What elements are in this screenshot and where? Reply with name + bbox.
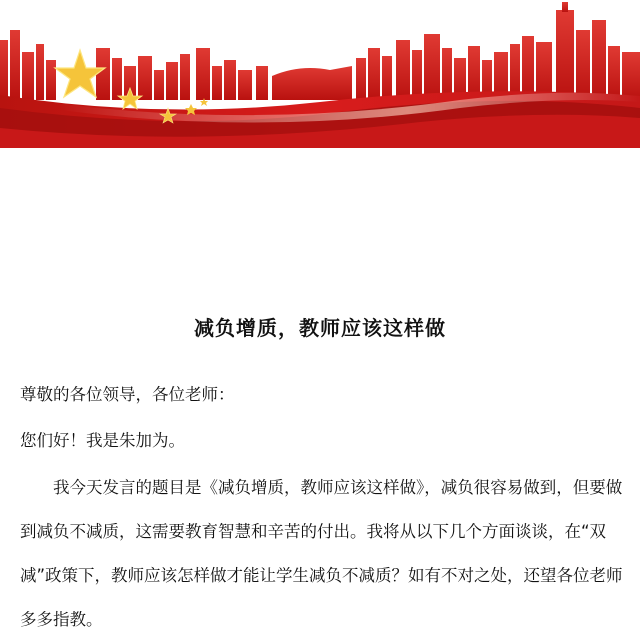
city-skyline xyxy=(0,2,640,100)
body-paragraph: 我今天发言的题目是《减负增质，教师应该这样做》，减负很容易做到，但要做到减负不减质，这需要教育智慧和辛苦的付出。我将从以下几个方面谈谈，在“双减”政策下，教师应该怎样做才能让学生减负不减质？如有不对之处，还望各位老师多多指教。 xyxy=(20,478,623,629)
document-title: 减负增质，教师应该这样做 xyxy=(194,316,446,340)
hello-line: 您们好！我是朱加为。 xyxy=(20,431,185,450)
greeting-line: 尊敬的各位领导，各位老师： xyxy=(20,385,235,404)
header-banner xyxy=(0,0,640,148)
city-skyline-banner-graphic xyxy=(0,0,640,148)
